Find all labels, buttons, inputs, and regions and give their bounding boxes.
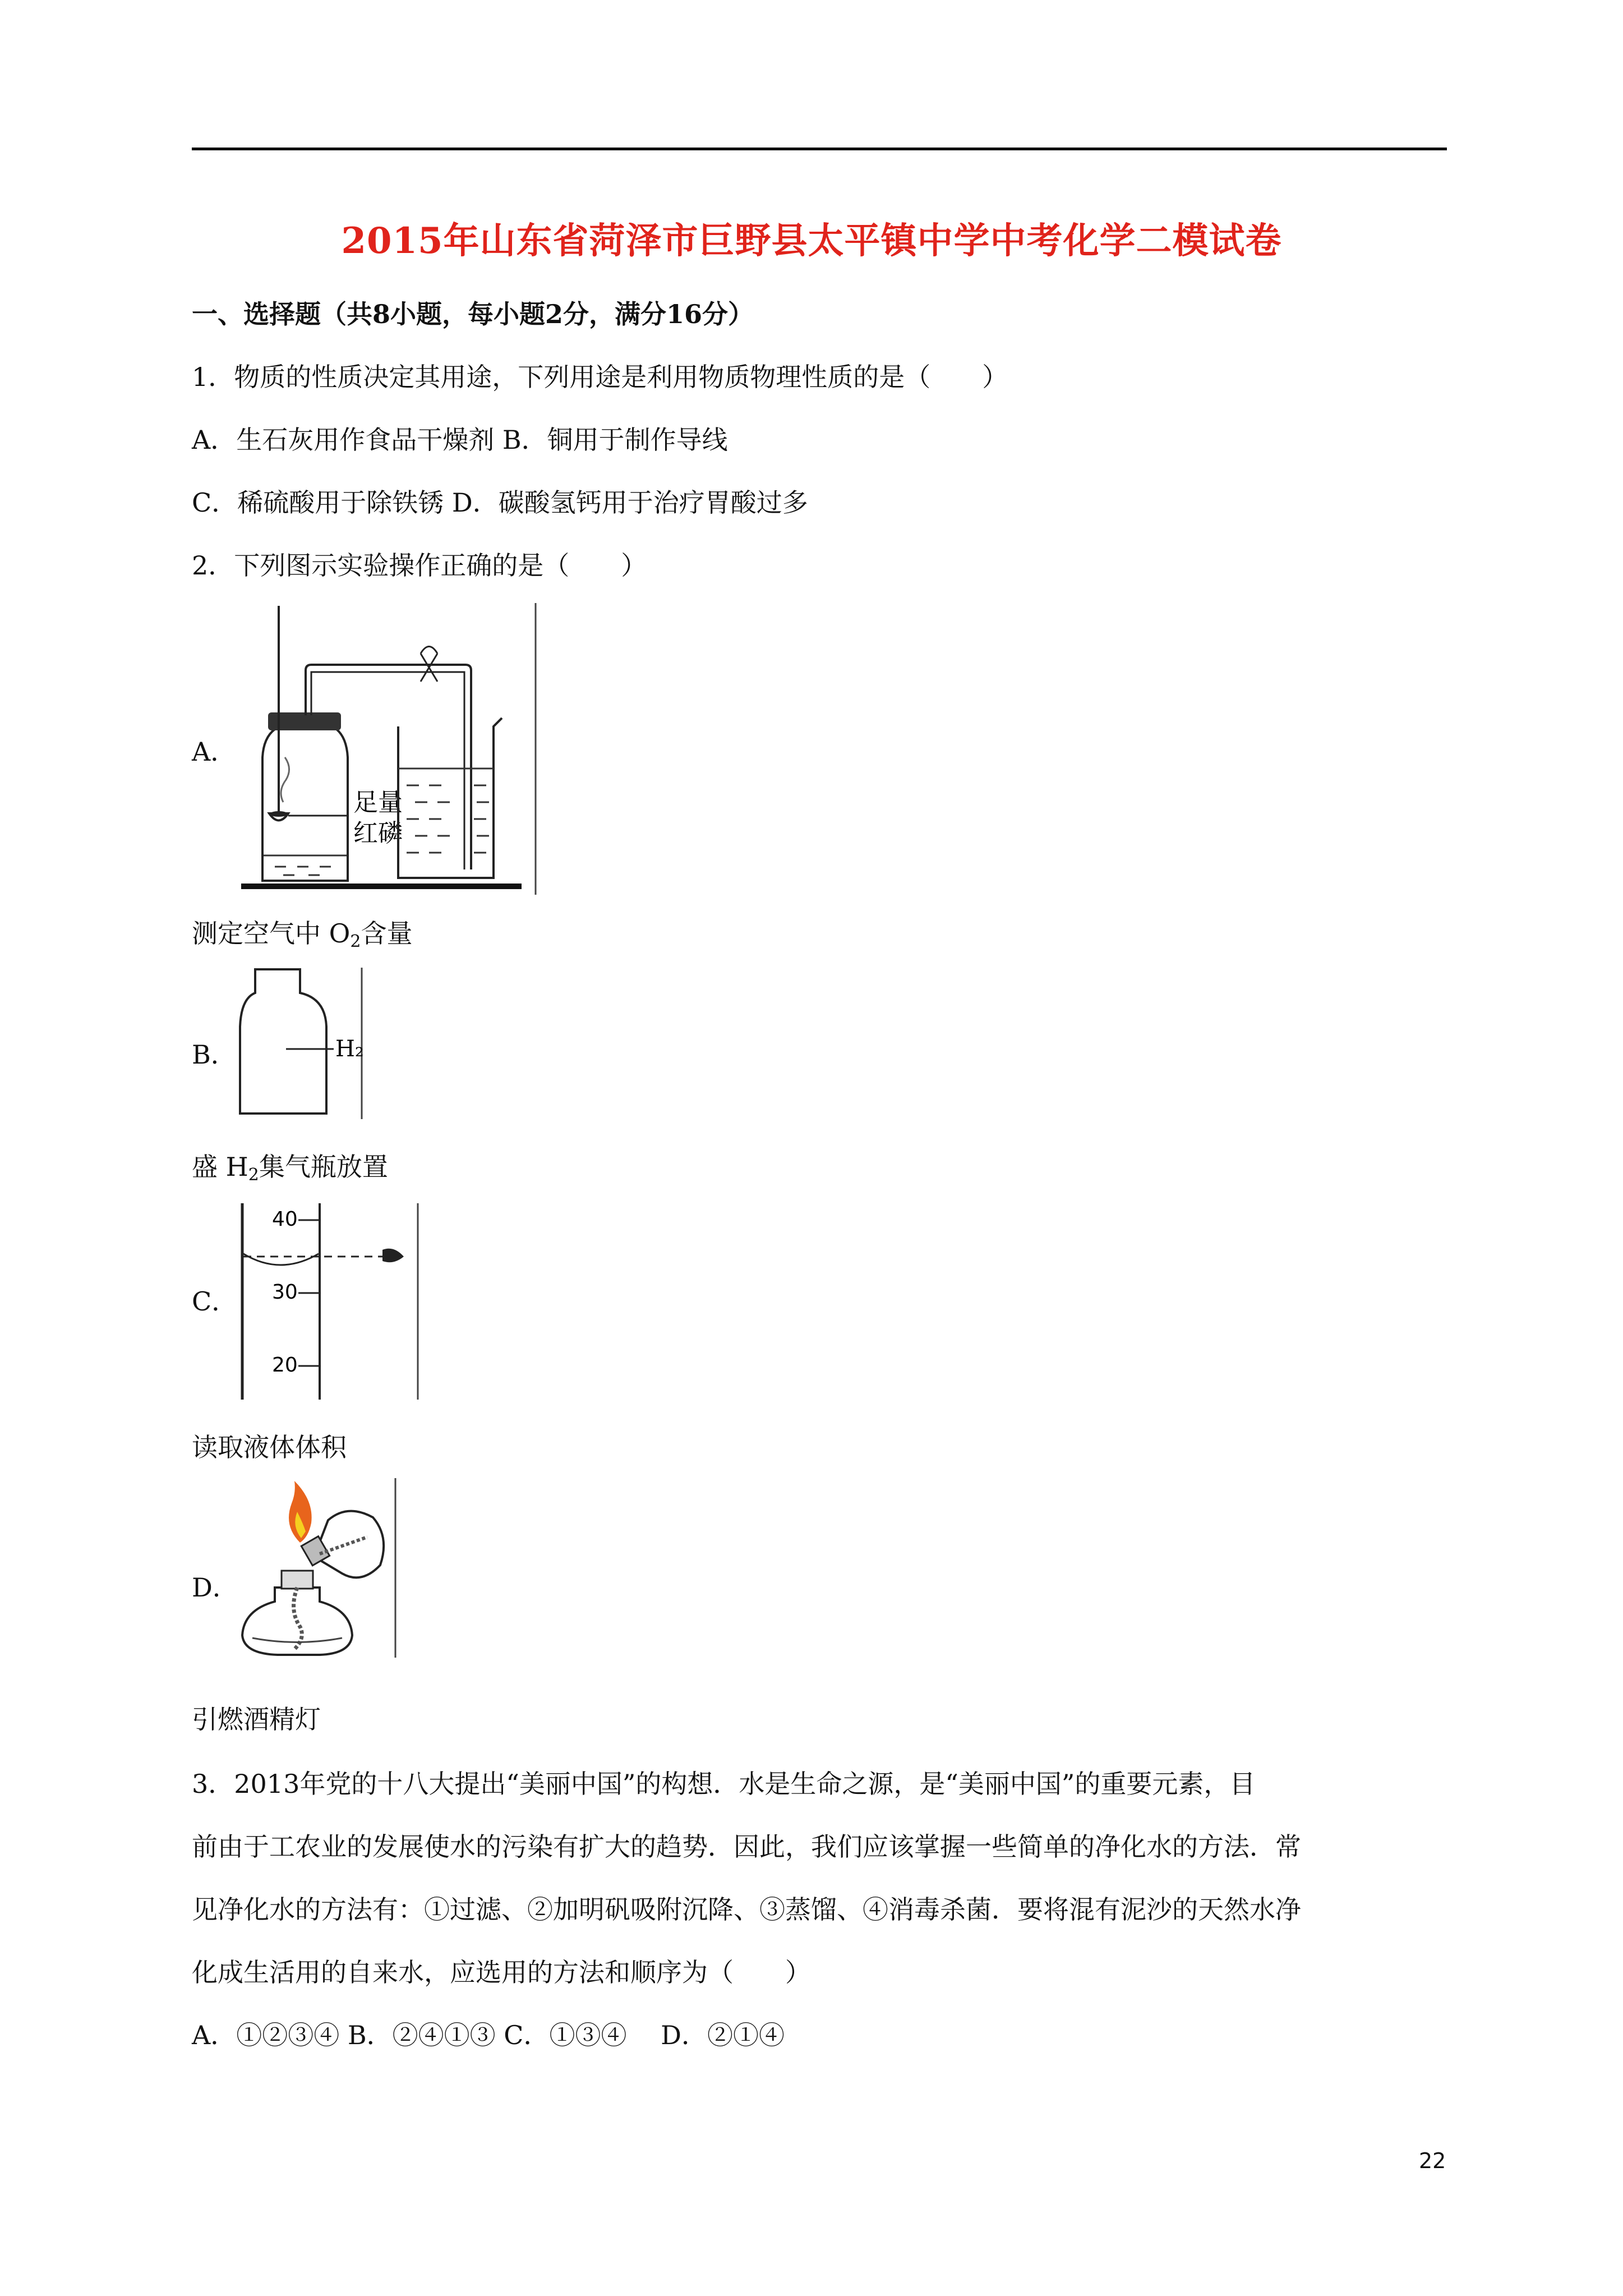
q3-line-2: 前由于工农业的发展使水的污染有扩大的趋势．因此，我们应该掌握一些简单的净化水的方法．常: [192, 1832, 1301, 1862]
q3-line-1: 3．2013年党的十八大提出“美丽中国”的构想．水是生命之源，是“美丽中国”的重要元素，目: [192, 1769, 1256, 1799]
q2-option-c-label: C．: [192, 1286, 238, 1317]
q2-option-c-caption: 读取液体体积: [192, 1432, 347, 1462]
q3-line-3: 见净化水的方法有：①过滤、②加明矾吸附沉降、③蒸馏、④消毒杀菌．要将混有泥沙的天然水净: [192, 1894, 1301, 1925]
q2-option-b-caption: 盛 $H_2$集气瓶放置: [192, 1152, 388, 1185]
q1-options-row2: C．稀硫酸用于除铁锈 D．碳酸氢钙用于治疗胃酸过多: [192, 487, 808, 518]
alcohol-lamp-figure: [236, 1475, 398, 1660]
q2-stem: 2．下列图示实验操作正确的是（ ）: [192, 550, 647, 581]
phosphorus-apparatus-figure: [230, 600, 550, 898]
page-title: 2015年山东省菏泽市巨野县太平镇中学中考化学二模试卷: [341, 220, 1282, 262]
q3-options: A．①②③④ B．②④①③ C．①③④ D．②①④: [192, 2020, 785, 2050]
fig-a-label-1: 足量: [353, 788, 403, 817]
section-heading: 一、选择题（共8小题，每小题2分，满分16分）: [192, 299, 754, 329]
q3-line-4: 化成生活用的自来水，应选用的方法和顺序为（ ）: [192, 1957, 811, 1987]
graduated-cylinder-figure: [236, 1200, 421, 1402]
fig-b-h2-label: H₂: [335, 1036, 364, 1062]
header-rule: [192, 148, 1447, 150]
gas-bottle-figure: [236, 965, 365, 1122]
tick-label-30: 30: [272, 1281, 298, 1304]
tick-label-20: 20: [272, 1354, 298, 1377]
q2-option-d-label: D．: [192, 1572, 238, 1603]
q2-option-a-caption: 测定空气中 $O_2$含量: [192, 918, 413, 951]
q2-option-b-label: B．: [192, 1039, 237, 1070]
q2-option-a-label: A．: [192, 737, 237, 767]
fig-a-label-2: 红磷: [353, 819, 403, 848]
tick-label-40: 40: [272, 1208, 298, 1231]
page-number: 22: [1419, 2148, 1446, 2173]
q1-stem: 1．物质的性质决定其用途，下列用途是利用物质物理性质的是（ ）: [192, 362, 1008, 392]
q1-options-row1: A．生石灰用作食品干燥剂 B．铜用于制作导线: [192, 425, 728, 455]
q2-option-d-caption: 引燃酒精灯: [192, 1704, 321, 1734]
